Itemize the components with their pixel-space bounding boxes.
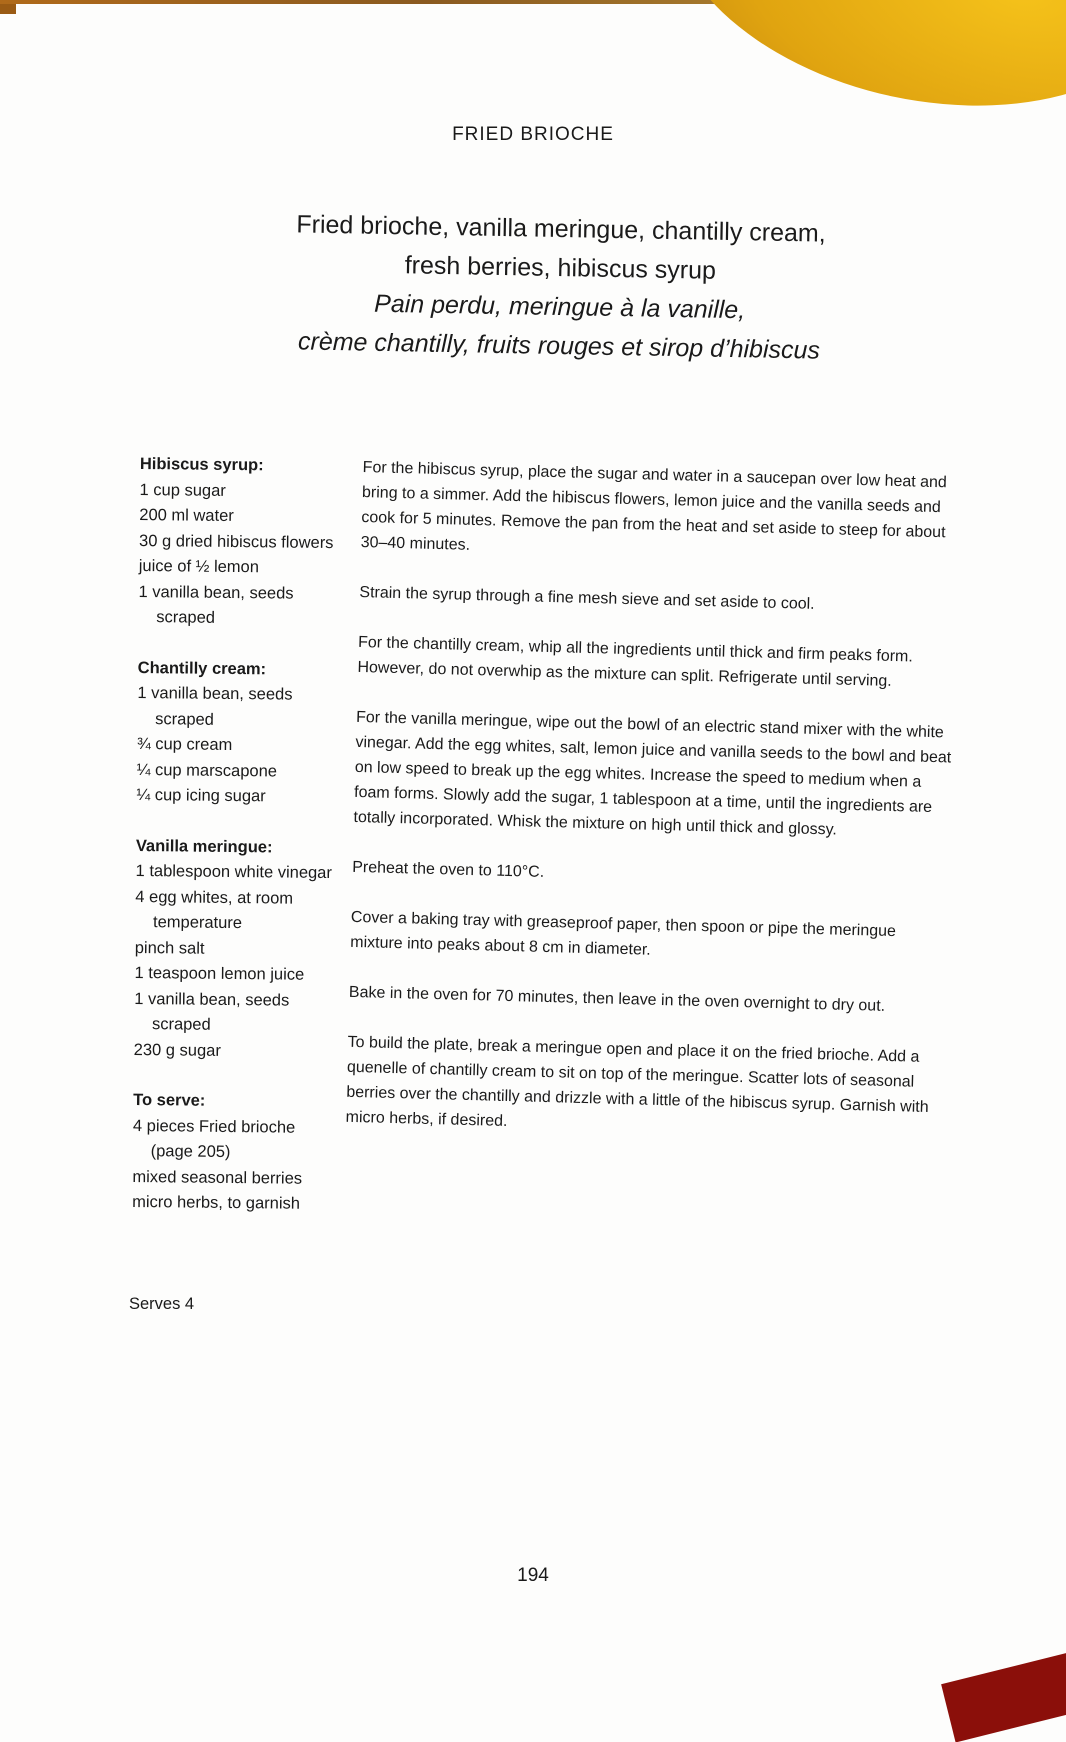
ingredient-item: 230 g sugar bbox=[133, 1040, 221, 1060]
ingredient-item: ¼ cup icing sugar bbox=[136, 785, 266, 806]
ingredient-item: juice of ½ lemon bbox=[138, 556, 260, 577]
ingredient-item: 1 cup sugar bbox=[139, 480, 226, 500]
ingredient-group-heading: To serve: bbox=[133, 1090, 206, 1110]
ingredient-group-to-serve bbox=[132, 1088, 333, 1218]
ingredient-group-heading: Hibiscus syrup: bbox=[139, 454, 264, 475]
ingredient-item: 4 pieces Fried brioche (page 205) bbox=[132, 1116, 296, 1161]
ingredient-item: 1 vanilla bean, seeds scraped bbox=[137, 683, 293, 729]
method-step: Preheat the oven to 110°C. bbox=[351, 858, 545, 881]
ingredient-item: 1 vanilla bean, seeds scraped bbox=[134, 989, 290, 1034]
french-title-line-1: Pain perdu, meringue à la vanille, bbox=[373, 289, 746, 325]
method-column bbox=[345, 455, 963, 1170]
ingredients-column bbox=[132, 452, 340, 1243]
ingredient-group-heading: Chantilly cream: bbox=[137, 658, 267, 678]
ingredient-item: 1 tablespoon white vinegar bbox=[135, 861, 333, 883]
method-step: Strain the syrup through a fine mesh sieve and set aside to cool. bbox=[359, 583, 815, 613]
ingredient-item: 1 vanilla bean, seeds scraped bbox=[138, 582, 294, 627]
method-step: For the vanilla meringue, wipe out the bowl of an electric stand mixer with the white vinegar. Add the egg whites, salt, lemon juice and vanilla seeds to the bowl and beat on low speed to break up the egg whites. Increase the speed to medium when a foam forms. Slowly add the sugar, 1 tablespoon at a time, until the ingredients are totally incorporated. Whisk the mixture on high until thick and glossy. bbox=[353, 708, 952, 839]
page-edge-notch bbox=[0, 4, 16, 14]
serves-count: Serves 4 bbox=[129, 1295, 195, 1313]
ingredient-group-vanilla-meringue bbox=[134, 833, 336, 1065]
ingredient-item: 30 g dried hibiscus flowers bbox=[138, 531, 334, 552]
english-title-line-2: fresh berries, hibiscus syrup bbox=[404, 251, 717, 285]
chapter-header: FRIED BRIOCHE bbox=[452, 124, 614, 145]
ingredient-item: ¾ cup cream bbox=[136, 734, 233, 754]
ingredient-item: mixed seasonal berries bbox=[132, 1167, 303, 1188]
method-step: For the chantilly cream, whip all the ingredients until thick and firm peaks form. However, do not overwhip as the mixture can split. Refrigerate until serving. bbox=[357, 633, 914, 690]
english-title-line-1: Fried brioche, vanilla meringue, chantilly cream, bbox=[296, 210, 826, 248]
french-title-line-2: crème chantilly, fruits rouges et sirop d’hibiscus bbox=[297, 327, 821, 365]
ingredient-item: 1 teaspoon lemon juice bbox=[134, 963, 305, 984]
method-step: To build the plate, break a meringue open and place it on the fried brioche. Add a quenelle of chantilly cream to sit on top of the meringue. Scatter lots of seasonal berries over the chantilly and drizzle with a little of the hibiscus syrup. Garnish with micro herbs, if desired. bbox=[345, 1033, 929, 1131]
ingredient-group-heading: Vanilla meringue: bbox=[135, 836, 273, 856]
ingredient-item: 200 ml water bbox=[139, 505, 234, 525]
method-step: Bake in the oven for 70 minutes, then leave in the oven overnight to dry out. bbox=[348, 983, 886, 1015]
page-number: 194 bbox=[517, 1565, 549, 1586]
ingredient-group-hibiscus-syrup bbox=[138, 452, 340, 633]
method-step: For the hibiscus syrup, place the sugar and water in a saucepan over low heat and bring to a simmer. Add the hibiscus flowers, lemon juice and the vanilla seeds and cook for 5 minutes. Remove the pan from the heat and set aside to steep for about 30–40 minutes. bbox=[360, 458, 948, 554]
ingredient-item: micro herbs, to garnish bbox=[132, 1192, 301, 1213]
ingredient-item: 4 egg whites, at room temperature bbox=[135, 887, 294, 933]
red-page-corner bbox=[941, 1646, 1066, 1742]
recipe-titles bbox=[259, 205, 862, 371]
ingredient-item: pinch salt bbox=[134, 938, 205, 958]
ingredient-item: ¼ cup marscapone bbox=[136, 760, 278, 780]
ingredient-group-chantilly-cream bbox=[136, 655, 338, 810]
method-step: Cover a baking tray with greaseproof paper, then spoon or pipe the meringue mixture into peaks about 8 cm in diameter. bbox=[350, 908, 897, 959]
